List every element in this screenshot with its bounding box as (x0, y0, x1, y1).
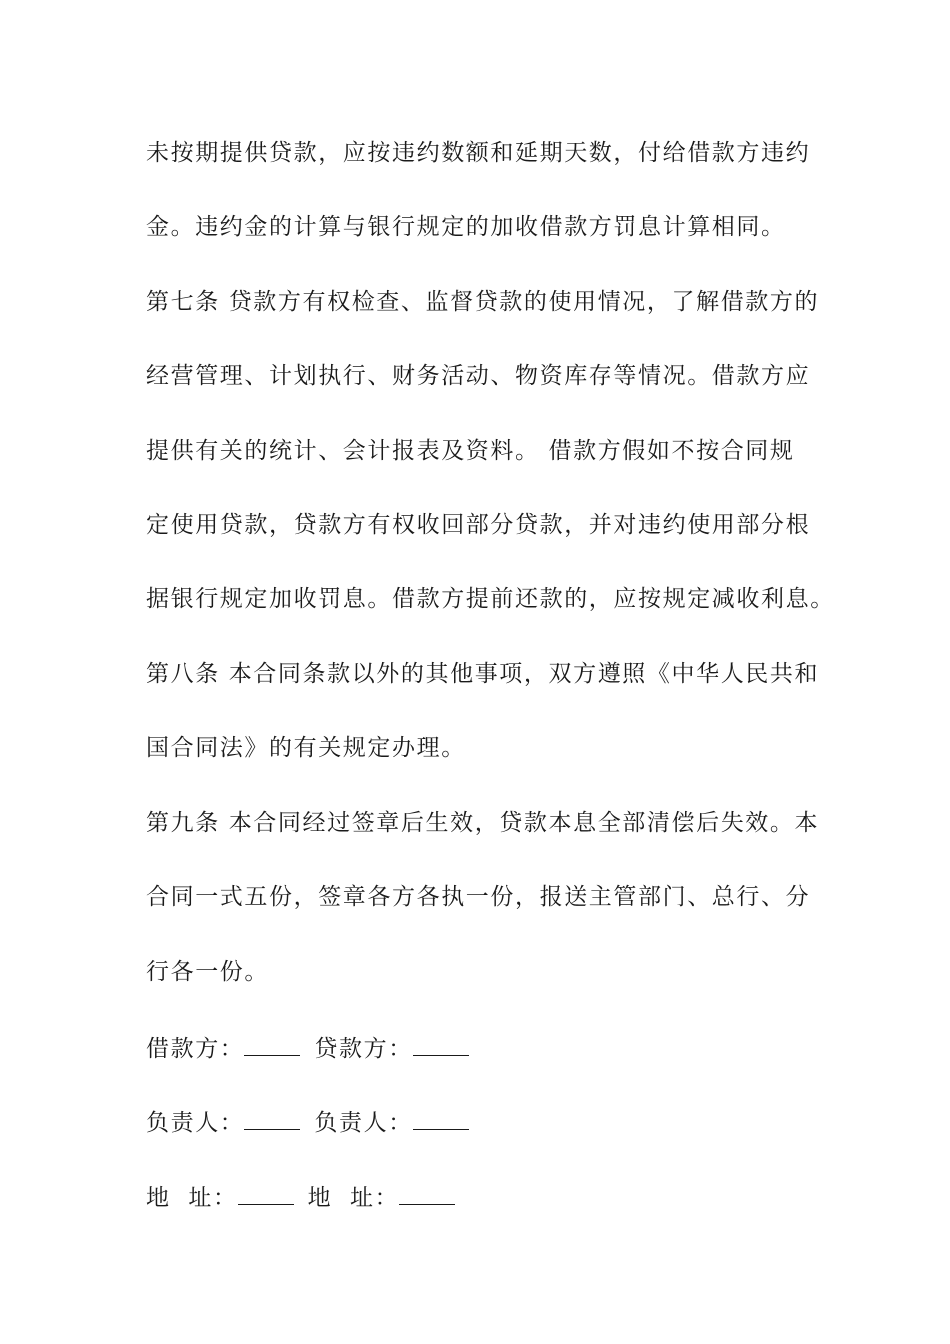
body-line: 行各一份。 (146, 959, 269, 985)
body-line: 定使用贷款，贷款方有权收回部分贷款，并对违约使用部分根 (146, 512, 811, 538)
signature-row-address (146, 1183, 469, 1213)
signature-row-responsible (146, 1108, 483, 1138)
article-7-line: 第七条 贷款方有权检查、监督贷款的使用情况，了解借款方的 (146, 289, 820, 315)
borrower-label: 借款方： (146, 1036, 245, 1062)
body-line: 提供有关的统计、会计报表及资料。 借款方假如不按合同规 (146, 438, 795, 464)
lender-blank (413, 1037, 469, 1056)
borrower-blank (244, 1037, 300, 1056)
borrower-responsible-label: 负责人： (146, 1110, 245, 1136)
body-line: 合同一式五份，签章各方各执一份，报送主管部门、总行、分 (146, 884, 811, 910)
signature-row-party (146, 1034, 483, 1064)
body-line: 未按期提供贷款，应按违约数额和延期天数，付给借款方违约 (146, 140, 811, 166)
body-line: 据银行规定加收罚息。借款方提前还款的，应按规定减收利息。 (146, 586, 835, 612)
lender-address-label: 地 址： (307, 1185, 400, 1211)
lender-responsible-blank (413, 1111, 469, 1130)
borrower-address-blank (238, 1186, 294, 1205)
borrower-address-label: 地 址： (146, 1185, 238, 1211)
article-8-line: 第八条 本合同条款以外的其他事项，双方遵照《中华人民共和 (146, 661, 820, 687)
borrower-responsible-blank (244, 1111, 300, 1130)
body-line: 金。违约金的计算与银行规定的加收借款方罚息计算相同。 (146, 214, 786, 240)
body-line: 经营管理、计划执行、财务活动、物资库存等情况。借款方应 (146, 363, 811, 389)
lender-address-blank (399, 1186, 455, 1205)
lender-label: 贷款方： (314, 1036, 413, 1062)
lender-responsible-label: 负责人： (314, 1110, 413, 1136)
article-9-line: 第九条 本合同经过签章后生效，贷款本息全部清偿后失效。本 (146, 810, 820, 836)
body-line: 国合同法》的有关规定办理。 (146, 735, 466, 761)
